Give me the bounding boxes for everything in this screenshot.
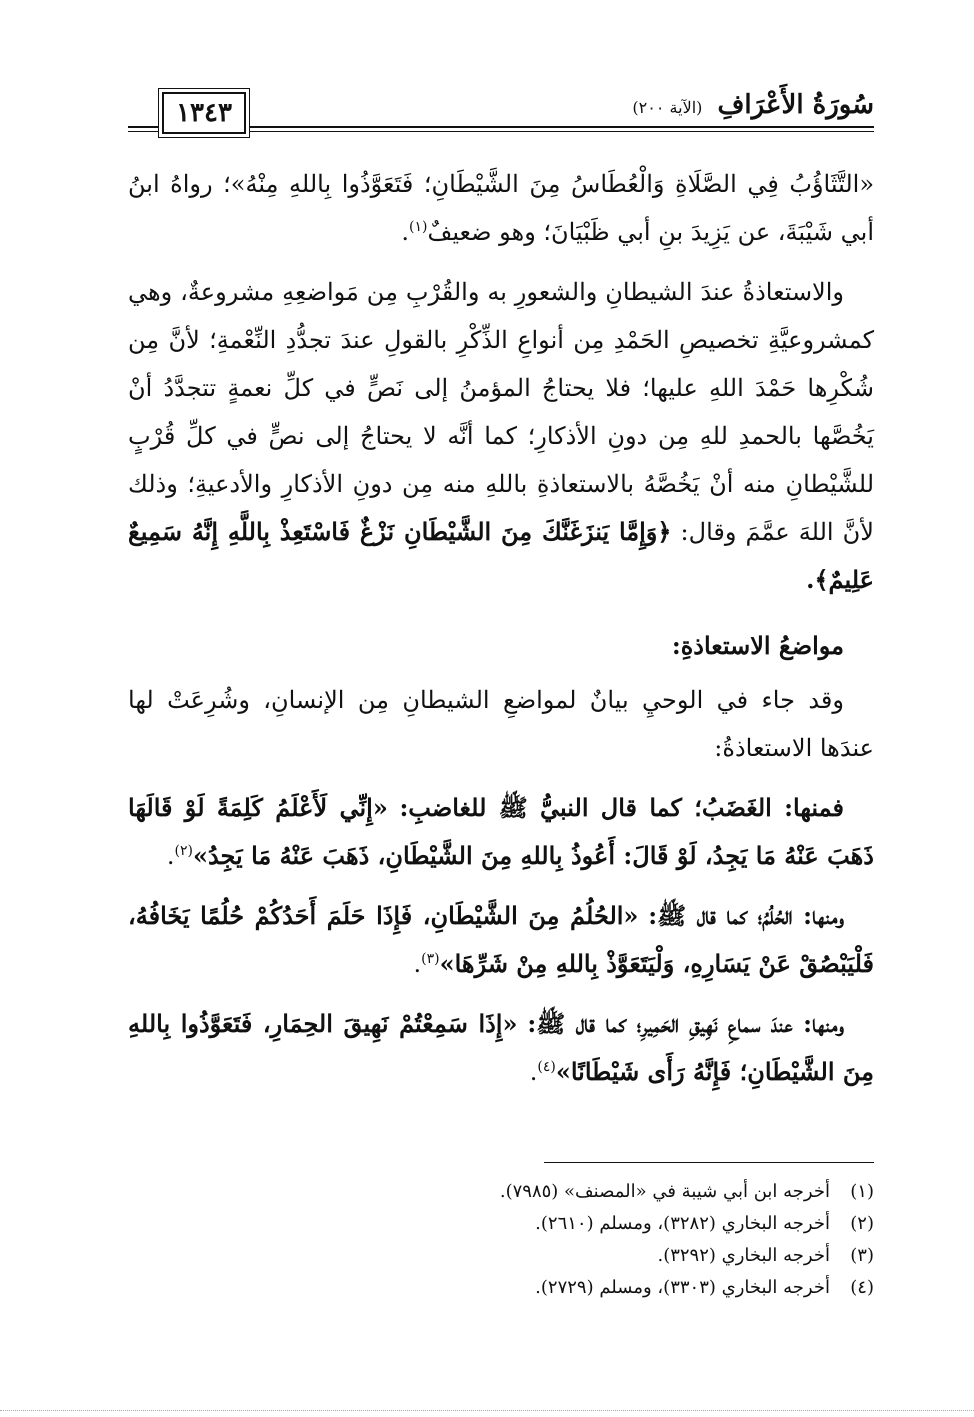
footnote-ref-4: (٤) [537, 1059, 556, 1075]
footnote-item [128, 1240, 874, 1272]
footnote-text: أخرجه البخاري (٣٢٩٢). [657, 1245, 830, 1266]
ayah-label: (الآية ٢٠٠) [632, 98, 703, 117]
footnote-separator [544, 1162, 874, 1163]
paragraph-3: وقد جاء في الوحيِ بيانٌ لمواضعِ الشيطانِ مِن الإنسانِ، وشُرِعَتْ لها عندَها الاستعاذةُ: [128, 686, 874, 762]
page-number-box [162, 92, 246, 134]
main-text [128, 160, 874, 1108]
hadith-2: «الحُلُمُ مِنَ الشَّيْطَانِ، فَإِذَا حَلَمَ أَحَدُكُمْ حُلُمًا يَخَافُهُ، فَلْيَبْصُقْ عَنْ يَسَارِهِ، وَلْيَتَعَوَّذْ بِاللهِ مِنْ شَرِّهَا» [128, 901, 874, 978]
paragraph-5-lead: ومنها: الحُلُمُ؛ كما قال ﷺ: [648, 901, 844, 930]
paragraph-4: فمنها: الغَضَبُ؛ كما قال النبيُّ ﷺ للغاضبِ: «إِنِّي لَأَعْلَمُ كَلِمَةً لَوْ قَالَهَا ذَهَبَ عَنْهُ مَا يَجِدُ، لَوْ قَالَ: أَعُوذُ بِاللهِ مِنَ الشَّيْطَانِ، ذَهَبَ عَنْهُ مَا يَجِدُ»$^{(٢)}$. [128, 793, 874, 870]
footnote-ref-2: (٢) [174, 843, 193, 859]
paragraph-1-text: «التَّثَاؤُبُ فِي الصَّلَاةِ وَالْعُطَاسُ مِنَ الشَّيْطَانِ؛ فَتَعَوَّذُوا بِاللهِ مِنْهُ»؛ رواهُ ابنُ أبي شَيْبَةَ، عن يَزِيدَ بنِ أبي ظَبْيَانَ؛ وهو ضعيفٌ [128, 170, 874, 246]
footnote-ref-3: (٣) [421, 951, 440, 967]
footnotes [128, 1176, 874, 1304]
scan-edge [0, 1410, 974, 1412]
footnote-number: (٤) [850, 1277, 874, 1298]
paragraph-4-lead: فمنها: الغَضَبُ؛ كما قال النبيُّ ﷺ للغاضبِ: [399, 793, 844, 822]
paragraph-5: ومنها: الحُلُمُ؛ كما قال ﷺ: «الحُلُمُ مِنَ الشَّيْطَانِ، فَإِذَا حَلَمَ أَحَدُكُمْ حُلُمًا يَخَافُهُ، فَلْيَبْصُقْ عَنْ يَسَارِهِ، وَلْيَتَعَوَّذْ بِاللهِ مِنْ شَرِّهَا»$^{(٣)}$. [128, 901, 874, 978]
hadith-1: «إِنِّي لَأَعْلَمُ كَلِمَةً لَوْ قَالَهَا ذَهَبَ عَنْهُ مَا يَجِدُ، لَوْ قَالَ: أَعُوذُ بِاللهِ مِنَ الشَّيْطَانِ، ذَهَبَ عَنْهُ مَا يَجِدُ» [128, 793, 874, 870]
section-heading: مواضعُ الاستعاذةِ: [671, 631, 844, 660]
footnote-number: (١) [850, 1181, 874, 1202]
footnote-item [128, 1176, 874, 1208]
paragraph-2 [128, 268, 874, 604]
hadith-3: «إِذَا سَمِعْتُمْ نَهِيقَ الحِمَارِ، فَتَعَوَّذُوا بِاللهِ مِنَ الشَّيْطَانِ؛ فَإِنَّهُ رَأَى شَيْطَانًا» [128, 1009, 874, 1086]
footnote-ref-1: (١) [409, 219, 428, 235]
surah-title [624, 90, 874, 120]
paragraph-6: ومنها: عندَ سماعِ نَهِيقِ الحَمِيرِ؛ كما قال ﷺ: «إِذَا سَمِعْتُمْ نَهِيقَ الحِمَارِ، فَتَعَوَّذُوا بِاللهِ مِنَ الشَّيْطَانِ؛ فَإِنَّهُ رَأَى شَيْطَانًا»$^{(٤)}$. [128, 1009, 874, 1086]
paragraph-2-text: والاستعاذةُ عندَ الشيطانِ والشعورِ به والقُرْبِ مِن مَواضعِهِ مشروعةٌ، وهي كمشروعيَّةِ تخصيصِ الحَمْدِ مِن أنواعِ الذِّكْرِ بالقولِ عندَ تجدُّدِ النِّعْمةِ؛ لأنَّ مِن شُكْرِها حَمْدَ اللهِ عليها؛ فلا يحتاجُ المؤمنُ إلى نَصٍّ في كلِّ نعمةٍ تتجدَّدُ أنْ يَخُصَّها بالحمدِ للهِ مِن دونِ الأذكارِ؛ كما أنَّه لا يحتاجُ إلى نصٍّ في كلِّ قُرْبٍ للشَّيْطانِ منه أنْ يَخُصَّهُ بالاستعاذةِ باللهِ منه مِن دونِ الأذكارِ والأدعيةِ؛ وذلك لأنَّ اللهَ عمَّمَ وقال: [128, 278, 874, 546]
quran-verse: ﴿وَإِمَّا يَنزَغَنَّكَ مِنَ الشَّيْطَانِ نَزْغٌ فَاسْتَعِذْ بِاللَّهِ إِنَّهُ سَمِيعٌ عَلِيمٌ﴾. [128, 517, 874, 594]
page-header [128, 88, 874, 140]
paragraph-1: «التَّثَاؤُبُ فِي الصَّلَاةِ وَالْعُطَاسُ مِنَ الشَّيْطَانِ؛ فَتَعَوَّذُوا بِاللهِ مِنْهُ»؛ رواهُ ابنُ أبي شَيْبَةَ، عن يَزِيدَ بنِ أبي ظَبْيَانَ؛ وهو ضعيفٌ$^{(١)}$. [128, 170, 874, 246]
footnote-text: أخرجه البخاري (٣٣٠٣)، ومسلم (٢٧٢٩). [535, 1277, 830, 1298]
paragraph-6-lead: ومنها: عندَ سماعِ نَهِيقِ الحَمِيرِ؛ كما قال ﷺ: [527, 1009, 844, 1038]
footnote-item [128, 1272, 874, 1304]
footnote-text: أخرجه البخاري (٣٢٨٢)، ومسلم (٢٦١٠). [535, 1213, 830, 1234]
footnote-number: (٣) [850, 1245, 874, 1266]
footnote-number: (٢) [850, 1213, 874, 1234]
surah-name: سُورَةُ الأَعْرَافِ [717, 90, 874, 120]
footnote-text: أخرجه ابن أبي شيبة في «المصنف» (٧٩٨٥). [499, 1181, 830, 1202]
page-number: ١٣٤٣ [176, 98, 232, 128]
footnote-item [128, 1208, 874, 1240]
